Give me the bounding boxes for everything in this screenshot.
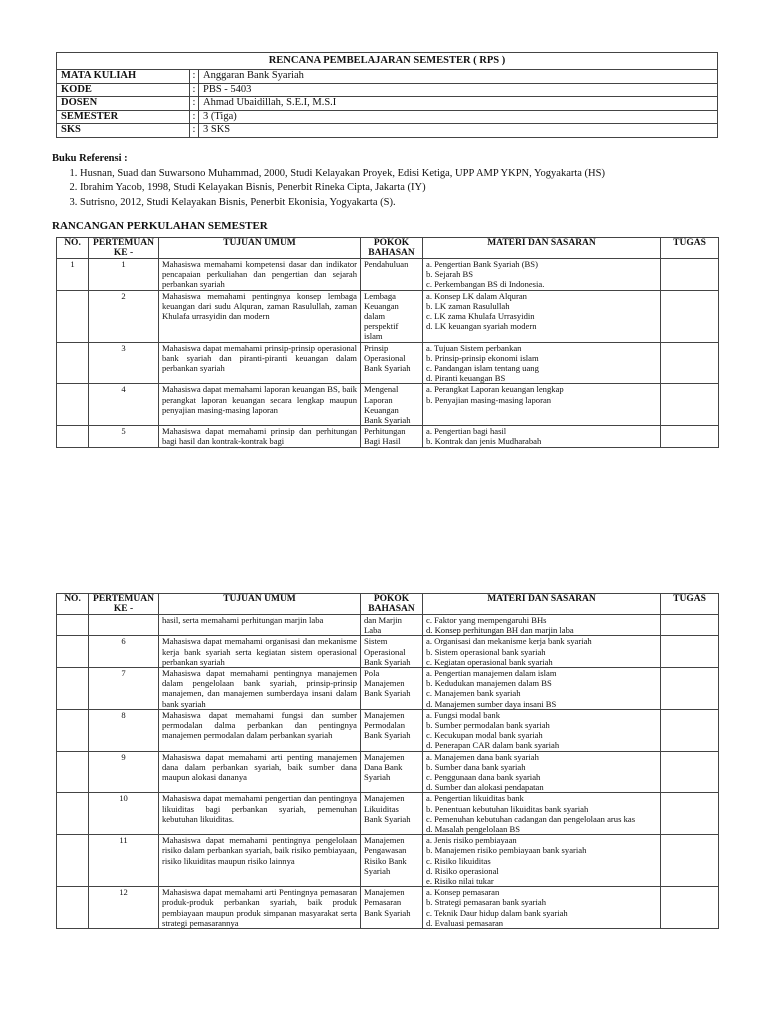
- table-row: [57, 636, 719, 668]
- materi-item: b. Kontrak dan jenis Mudharabah: [426, 436, 542, 447]
- cell-materi: [423, 342, 661, 384]
- cell-no: [57, 668, 89, 710]
- cell-tujuan: Mahasiswa dapat memahami pentingnya pengelolaan risiko dalam perbankan syariah, baik risiko pembiayaan, risiko likuiditas maupun risiko lainnya: [159, 835, 361, 887]
- materi-item: d. Risiko operasional: [426, 865, 499, 876]
- info-label: MATA KULIAH: [57, 70, 190, 84]
- table-row: [57, 835, 719, 887]
- cell-materi: [423, 290, 661, 342]
- col-header-pertemuan: PERTEMUAN KE -: [89, 594, 159, 615]
- info-value: PBS - 5403: [199, 83, 718, 97]
- info-value: Ahmad Ubaidillah, S.E.I, M.S.I: [199, 97, 718, 111]
- cell-pokok: dan Marjin Laba: [361, 615, 423, 636]
- col-header-tujuan: TUJUAN UMUM: [159, 594, 361, 615]
- info-colon: :: [190, 70, 199, 84]
- materi-item: b. LK zaman Rasulullah: [426, 300, 510, 311]
- table-row: [57, 887, 719, 929]
- info-value: 3 SKS: [199, 124, 718, 138]
- course-info-table: [56, 52, 718, 138]
- cell-tugas: [661, 709, 719, 751]
- table-row: [57, 793, 719, 835]
- cell-pertemuan: 12: [89, 887, 159, 929]
- table-row: [57, 668, 719, 710]
- info-value: Anggaran Bank Syariah: [199, 70, 718, 84]
- cell-materi: [423, 793, 661, 835]
- materi-item: c. Pemenuhan kebutuhan cadangan dan pengelolaan arus kas: [426, 813, 636, 824]
- cell-tugas: [661, 835, 719, 887]
- materi-item: a. Pengertian Bank Syariah (BS): [426, 259, 538, 269]
- materi-item: c. Kegiatan operasional bank syariah: [426, 656, 553, 667]
- cell-materi: [423, 887, 661, 929]
- cell-tujuan: Mahasiswa dapat memahami arti penting manajemen dana dalam perbankan syariah, baik sumber dana maupun alokasi dananya: [159, 751, 361, 793]
- materi-item: c. Faktor yang mempengaruhi BHs: [426, 615, 547, 625]
- cell-materi: [423, 615, 661, 636]
- col-header-no: NO.: [57, 594, 89, 615]
- cell-tujuan: Mahasiswa memahami kompetensi dasar dan indikator pencapaian perkuliahan dan pengertian dan sejarah perbankan syariah: [159, 259, 361, 291]
- materi-item: b. Manajemen risiko pembiayaan bank syariah: [426, 845, 587, 856]
- materi-item: d. Manajemen sumber daya insani BS: [426, 698, 557, 709]
- cell-materi: [423, 426, 661, 447]
- cell-pokok: Manajemen Pemasaran Bank Syariah: [361, 887, 423, 929]
- schedule-table-1: [56, 237, 719, 448]
- info-value: 3 (Tiga): [199, 110, 718, 124]
- cell-materi: [423, 751, 661, 793]
- col-header-pokok: POKOK BAHASAN: [361, 238, 423, 259]
- table-row: [57, 290, 719, 342]
- table-row: [57, 709, 719, 751]
- info-colon: :: [190, 83, 199, 97]
- materi-item: d. Penerapan CAR dalam bank syariah: [426, 740, 560, 751]
- cell-materi: [423, 709, 661, 751]
- references-heading: Buku Referensi :: [52, 153, 128, 164]
- info-label: DOSEN: [57, 97, 190, 111]
- cell-no: [57, 290, 89, 342]
- cell-pertemuan: 10: [89, 793, 159, 835]
- col-header-materi: MATERI DAN SASARAN: [423, 238, 661, 259]
- cell-no: [57, 636, 89, 668]
- materi-item: a. Fungsi modal bank: [426, 709, 500, 720]
- cell-tujuan: Mahasiswa dapat memahami pentingnya manajemen dalam pengelolaan bank syariah, prinsip-prinsip manajemen, dan manajemen sumberdaya insani dalam bank syariah: [159, 668, 361, 710]
- materi-item: d. Masalah pengelolaan BS: [426, 824, 521, 835]
- cell-materi: [423, 384, 661, 426]
- col-header-no: NO.: [57, 238, 89, 259]
- materi-item: b. Kedudukan manajemen dalam BS: [426, 678, 552, 689]
- cell-tugas: [661, 668, 719, 710]
- cell-tujuan: hasil, serta memahami perhitungan marjin laba: [159, 615, 361, 636]
- cell-pokok: Prinsip Operasional Bank Syariah: [361, 342, 423, 384]
- materi-item: c. LK zama Khulafa Urrasyidin: [426, 311, 535, 322]
- cell-pokok: Pola Manajemen Bank Syariah: [361, 668, 423, 710]
- info-label: SKS: [57, 124, 190, 138]
- cell-tugas: [661, 887, 719, 929]
- schedule-table-2: [56, 593, 719, 929]
- cell-tujuan: Mahasiswa memahami pentingnya konsep lembaga keuangan dari sudu Alquran, zaman Rasulullah, zaman Khulafa urrasyidin dan modern: [159, 290, 361, 342]
- references: [52, 152, 732, 210]
- materi-item: a. Jenis risiko pembiayaan: [426, 835, 517, 846]
- section-title: RANCANGAN PERKULAHAN SEMESTER: [52, 220, 268, 232]
- info-row-sks: [57, 124, 718, 138]
- info-row-dosen: [57, 97, 718, 111]
- materi-item: d. Evaluasi pemasaran: [426, 917, 504, 928]
- materi-item: c. Perkembangan BS di Indonesia.: [426, 279, 545, 290]
- col-header-materi: MATERI DAN SASARAN: [423, 594, 661, 615]
- materi-item: d. Sumber dan alokasi pendapatan: [426, 782, 544, 793]
- materi-item: c. Risiko likuiditas: [426, 855, 491, 866]
- cell-pertemuan: 4: [89, 384, 159, 426]
- materi-item: e. Risiko nilai tukar: [426, 876, 494, 887]
- col-header-tujuan: TUJUAN UMUM: [159, 238, 361, 259]
- table-row: [57, 342, 719, 384]
- cell-tugas: [661, 793, 719, 835]
- reference-item: 1. Husnan, Suad dan Suwarsono Muhammad, 2000, Studi Kelayakan Proyek, Edisi Ketiga, UPP AMP YKPN, Yogyakarta (HS): [80, 167, 732, 182]
- cell-materi: [423, 636, 661, 668]
- cell-tugas: [661, 342, 719, 384]
- cell-pokok: Sistem Operasional Bank Syariah: [361, 636, 423, 668]
- col-header-tugas: TUGAS: [661, 594, 719, 615]
- materi-item: a. Pengertian bagi hasil: [426, 426, 507, 437]
- cell-tugas: [661, 426, 719, 447]
- table-row: [57, 751, 719, 793]
- cell-no: [57, 709, 89, 751]
- cell-materi: [423, 835, 661, 887]
- cell-pokok: Perhitungan Bagi Hasil: [361, 426, 423, 447]
- cell-pertemuan: 5: [89, 426, 159, 447]
- cell-tujuan: Mahasiswa dapat memahami laporan keuangan BS, baik perangkat laporan keuangan secara lengkap maupun penyajian masing-masing laporan: [159, 384, 361, 426]
- materi-item: a. Pengertian likuiditas bank: [426, 793, 524, 804]
- table-row: [57, 259, 719, 291]
- cell-no: [57, 793, 89, 835]
- cell-pertemuan: 8: [89, 709, 159, 751]
- references-list: [52, 167, 732, 211]
- cell-pertemuan: 1: [89, 259, 159, 291]
- col-header-tugas: TUGAS: [661, 238, 719, 259]
- cell-no: [57, 384, 89, 426]
- materi-item: b. Penentuan kebutuhan likuiditas bank syariah: [426, 803, 589, 814]
- cell-no: 1: [57, 259, 89, 291]
- cell-pokok: Manajemen Dana Bank Syariah: [361, 751, 423, 793]
- materi-item: d. LK keuangan syariah modern: [426, 321, 537, 332]
- cell-tujuan: Mahasiswa dapat memahami prinsip-prinsip operasional bank syariah dan piranti-piranti keuangan dalam perbankan syariah: [159, 342, 361, 384]
- materi-item: b. Sumber dana bank syariah: [426, 761, 526, 772]
- info-row-mata-kuliah: [57, 70, 718, 84]
- materi-item: d. Konsep perhitungan BH dan marjin laba: [426, 625, 574, 636]
- cell-pertemuan: 2: [89, 290, 159, 342]
- cell-tujuan: Mahasiswa dapat memahami pengertian dan pentingnya likuiditas bagi perbankan syariah, pemenuhan kebutuhan likuiditas.: [159, 793, 361, 835]
- info-colon: :: [190, 97, 199, 111]
- cell-pokok: Manajemen Permodalan Bank Syariah: [361, 709, 423, 751]
- cell-pertemuan: 11: [89, 835, 159, 887]
- cell-tugas: [661, 290, 719, 342]
- cell-tugas: [661, 636, 719, 668]
- cell-tujuan: Mahasiswa dapat memahami organisasi dan mekanisme kerja bank syariah serta kegiatan sistem operasional perbankan syariah: [159, 636, 361, 668]
- cell-tujuan: Mahasiswa dapat memahami arti Pentingnya pemasaran produk-produk perbankan syariah, baik produk pembiayaan maupun produk simpanan masyarakat serta strategi pemasarannya: [159, 887, 361, 929]
- materi-item: c. Penggunaan dana bank syariah: [426, 772, 541, 783]
- cell-pertemuan: 6: [89, 636, 159, 668]
- materi-item: a. Manajemen dana bank syariah: [426, 751, 539, 762]
- cell-pertemuan: 7: [89, 668, 159, 710]
- cell-tujuan: Mahasiswa dapat memahami prinsip dan perhitungan bagi hasil dan kontrak-kontrak bagi: [159, 426, 361, 447]
- cell-pertemuan: 3: [89, 342, 159, 384]
- info-colon: :: [190, 110, 199, 124]
- materi-item: b. Sumber permodalan bank syariah: [426, 720, 550, 731]
- col-header-pokok: POKOK BAHASAN: [361, 594, 423, 615]
- document-title: RENCANA PEMBELAJARAN SEMESTER ( RPS ): [57, 53, 718, 70]
- reference-item: 3. Sutrisno, 2012, Studi Kelayakan Bisnis, Penerbit Ekonisia, Yogyakarta (S).: [80, 196, 732, 211]
- col-header-pertemuan: PERTEMUAN KE -: [89, 238, 159, 259]
- materi-item: b. Penyajian masing-masing laporan: [426, 394, 552, 405]
- cell-no: [57, 835, 89, 887]
- cell-materi: [423, 259, 661, 291]
- materi-item: c. Pandangan islam tentang uang: [426, 363, 539, 374]
- materi-item: a. Tujuan Sistem perbankan: [426, 342, 522, 353]
- materi-item: c. Manajemen bank syariah: [426, 688, 521, 699]
- materi-item: c. Teknik Daur hidup dalam bank syariah: [426, 907, 568, 918]
- cell-no: [57, 426, 89, 447]
- materi-item: b. Sistem operasional bank syariah: [426, 646, 546, 657]
- cell-tujuan: Mahasiswa dapat memahami fungsi dan sumber permodalan dalma perbankan dan pentingnya manajemen permodalan dalam perbankan syariah: [159, 709, 361, 751]
- cell-tugas: [661, 384, 719, 426]
- info-row-semester: [57, 110, 718, 124]
- table-header-row: [57, 594, 719, 615]
- table-row: [57, 426, 719, 447]
- info-row-kode: [57, 83, 718, 97]
- cell-pertemuan: [89, 615, 159, 636]
- cell-tugas: [661, 615, 719, 636]
- cell-pokok: Manajemen Likuiditas Bank Syariah: [361, 793, 423, 835]
- materi-item: d. Piranti keuangan BS: [426, 373, 506, 384]
- info-colon: :: [190, 124, 199, 138]
- materi-item: c. Kecukupan modal bank syariah: [426, 730, 543, 741]
- cell-no: [57, 887, 89, 929]
- materi-item: a. Perangkat Laporan keuangan lengkap: [426, 384, 564, 395]
- cell-pokok: Mengenal Laporan Keuangan Bank Syariah: [361, 384, 423, 426]
- info-label: SEMESTER: [57, 110, 190, 124]
- materi-item: a. Konsep pemasaran: [426, 887, 500, 898]
- materi-item: b. Prinsip-prinsip ekonomi islam: [426, 352, 539, 363]
- materi-item: b. Strategi pemasaran bank syariah: [426, 897, 547, 908]
- table-row: [57, 615, 719, 636]
- table-header-row: [57, 238, 719, 259]
- materi-item: b. Sejarah BS: [426, 269, 474, 280]
- materi-item: a. Konsep LK dalam Alquran: [426, 290, 527, 301]
- cell-no: [57, 615, 89, 636]
- cell-tugas: [661, 259, 719, 291]
- cell-no: [57, 751, 89, 793]
- reference-item: 2. Ibrahim Yacob, 1998, Studi Kelayakan Bisnis, Penerbit Rineka Cipta, Jakarta (IY): [80, 181, 732, 196]
- info-label: KODE: [57, 83, 190, 97]
- cell-pokok: Pendahuluan: [361, 259, 423, 291]
- cell-materi: [423, 668, 661, 710]
- cell-pokok: Manajemen Pengawasan Risiko Bank Syariah: [361, 835, 423, 887]
- cell-tugas: [661, 751, 719, 793]
- materi-item: a. Pengertian manajemen dalam islam: [426, 668, 557, 679]
- cell-pertemuan: 9: [89, 751, 159, 793]
- cell-pokok: Lembaga Keuangan dalam perspektif islam: [361, 290, 423, 342]
- cell-no: [57, 342, 89, 384]
- materi-item: a. Organisasi dan mekanisme kerja bank syariah: [426, 636, 592, 647]
- table-row: [57, 384, 719, 426]
